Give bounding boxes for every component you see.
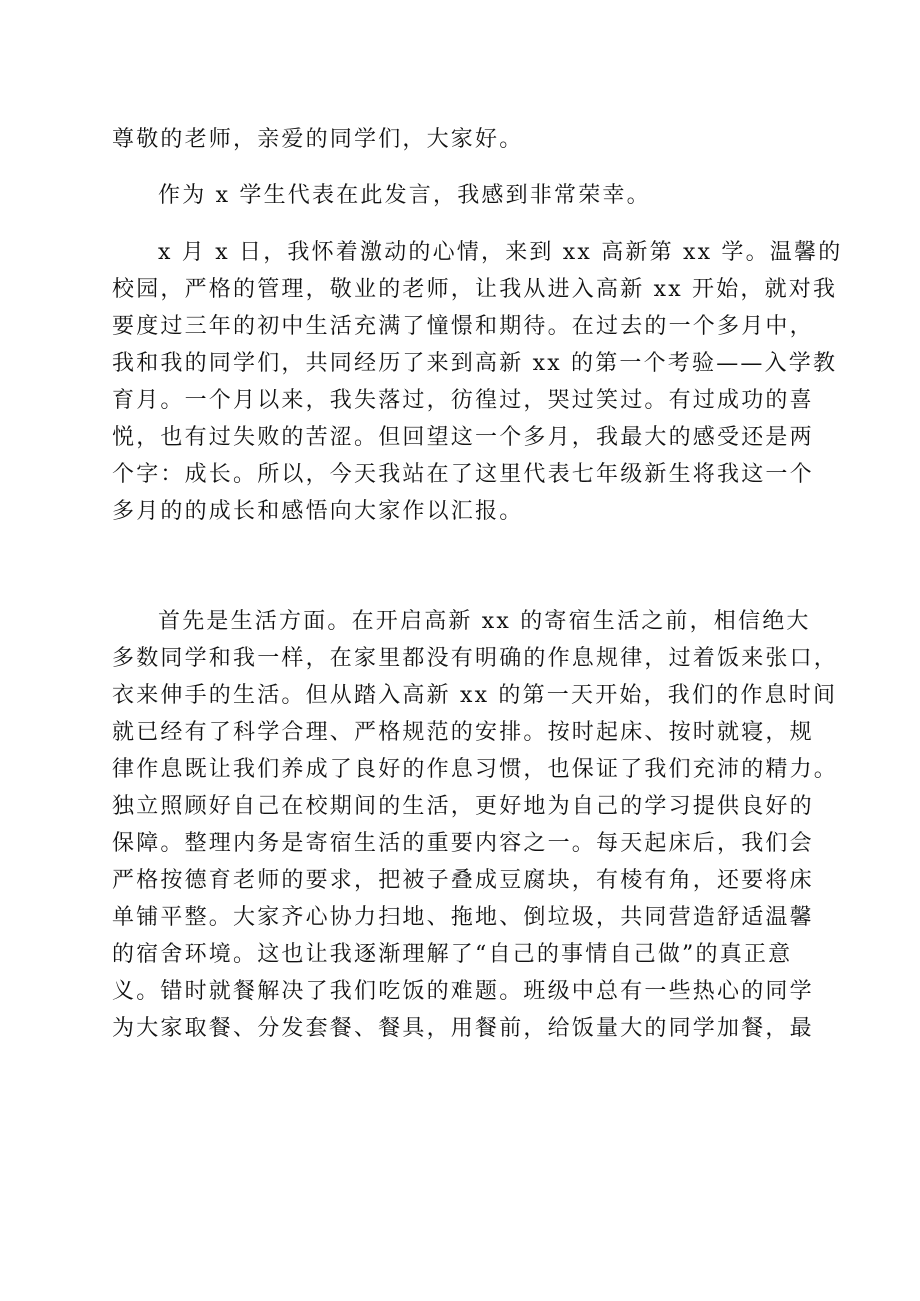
greeting-line: 尊敬的老师，亲爱的同学们，大家好。 — [112, 127, 524, 152]
paragraph-line: 个字：成长。所以，今天我站在了这里代表七年级新生将我这一个 — [112, 462, 814, 487]
intro-line: 作为 x 学生代表在此发言，我感到非常荣幸。 — [158, 183, 651, 208]
intro-paragraph — [112, 177, 787, 214]
paragraph-line: 多月的的成长和感悟向大家作以汇报。 — [112, 499, 524, 524]
paragraph-line: 义。错时就餐解决了我们吃饭的难题。班级中总有一些热心的同学 — [112, 979, 814, 1004]
paragraph-line: 独立照顾好自己在校期间的生活，更好地为自己的学习提供良好的 — [112, 794, 814, 819]
paragraph-line: x 月 x 日，我怀着激动的心情，来到 xx 高新第 xx 学。温馨的 — [158, 240, 843, 265]
paragraph-line: 首先是生活方面。在开启高新 xx 的寄宿生活之前，相信绝大 — [158, 609, 811, 634]
paragraph-line: 育月。一个月以来，我失落过，彷徨过，哭过笑过。有过成功的喜 — [112, 388, 814, 413]
paragraph-line: 就已经有了科学合理、严格规范的安排。按时起床、按时就寝，规 — [112, 720, 814, 745]
paragraph-line: 悦，也有过失败的苦涩。但回望这一个多月，我最大的感受还是两 — [112, 425, 814, 450]
paragraph-line: 校园，严格的管理，敬业的老师，让我从进入高新 xx 开始，就对我 — [112, 277, 838, 302]
greeting-paragraph — [112, 121, 787, 158]
paragraph-life — [112, 603, 839, 1047]
paragraph-line: 多数同学和我一样，在家里都没有明确的作息规律，过着饭来张口， — [112, 646, 839, 671]
paragraph-line: 严格按德育老师的要求，把被子叠成豆腐块，有棱有角，还要将床 — [112, 868, 814, 893]
paragraph-line: 单铺平整。大家齐心协力扫地、拖地、倒垃圾，共同营造舒适温馨 — [112, 905, 814, 930]
paragraph-line: 保障。整理内务是寄宿生活的重要内容之一。每天起床后，我们会 — [112, 831, 814, 856]
paragraph-line: 为大家取餐、分发套餐、餐具，用餐前，给饭量大的同学加餐，最 — [112, 1016, 814, 1041]
paragraph-line: 律作息既让我们养成了良好的作息习惯，也保证了我们充沛的精力。 — [112, 757, 839, 782]
paragraph-line: 我和我的同学们，共同经历了来到高新 xx 的第一个考验——入学教 — [112, 351, 838, 376]
paragraph-line: 的宿舍环境。这也让我逐渐理解了“自己的事情自己做”的真正意 — [112, 942, 793, 967]
paragraph-line: 衣来伸手的生活。但从踏入高新 xx 的第一天开始，我们的作息时间 — [112, 683, 838, 708]
paragraph-arrival — [112, 234, 843, 530]
paragraph-line: 要度过三年的初中生活充满了憧憬和期待。在过去的一个多月中， — [112, 314, 814, 339]
